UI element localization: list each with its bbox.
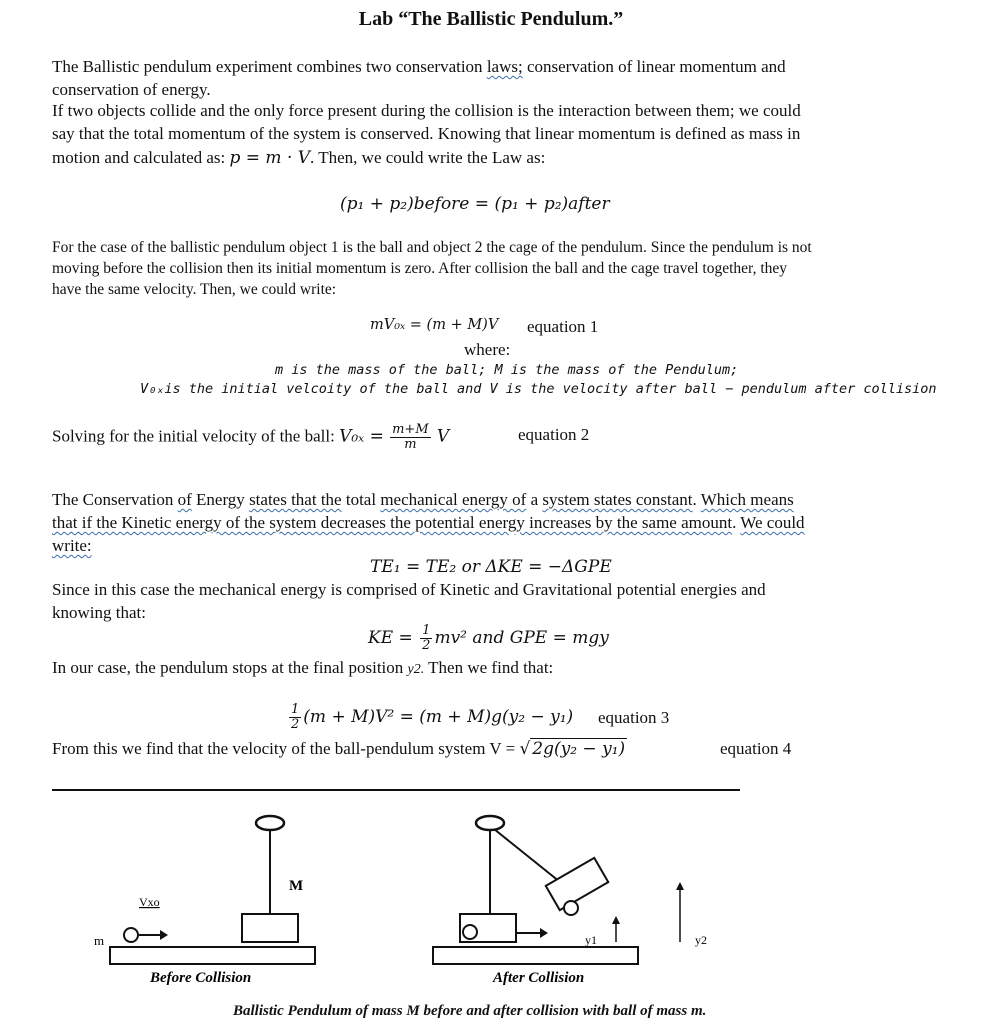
equation-4-label: equation 4 (720, 739, 792, 758)
before-pivot (256, 816, 284, 830)
y2-label: y2 (695, 933, 707, 947)
equation-4-root: 2g(y₂ − y₁) (532, 739, 626, 759)
m-label: m (94, 933, 105, 948)
since-line-2: knowing that: (52, 603, 146, 622)
definition-line-1: m is the mass of the ball; M is the mass of the Pendulum; (275, 362, 739, 378)
where-label: where: (464, 340, 511, 359)
vxo-label: Vxo (139, 895, 160, 909)
equation-2-fraction: $\frac{m+M}{m}$ (392, 422, 429, 452)
after-swung-ball (564, 901, 578, 915)
ballistic-line-3: have the same velocity. Then, we could write: (52, 281, 337, 298)
energy-line-3: write: (52, 536, 92, 555)
velocity-arrowhead (160, 930, 168, 940)
intro-line-5: motion and calculated as: p = m · V. Then, we could write the Law as: (52, 148, 546, 168)
momentum-definition: p = m · V (229, 148, 311, 168)
page-title: Lab “The Ballistic Pendulum.” (358, 8, 624, 30)
after-rest-ball (463, 925, 477, 939)
after-swung-cage (546, 858, 608, 910)
before-cage (242, 914, 298, 942)
intro-line-1: The Ballistic pendulum experiment combines two conservation laws; conservation of linear momentum and (52, 57, 786, 76)
after-base (433, 947, 638, 964)
equation-1-label: equation 1 (527, 317, 599, 336)
equation-4-line: From this we find that the velocity of the ball-pendulum system V = √ 2g(y₂ − y₁) (52, 739, 626, 759)
equation-3-half: $\frac{1}{2}$ (291, 702, 300, 732)
ke-gpe-formula: KE = $\frac{1}{2}$ mv² and GPE = mgy (368, 623, 609, 653)
ball (124, 928, 138, 942)
y2-arrowhead (676, 882, 684, 890)
after-swung-rod (494, 829, 560, 882)
figure-caption: Ballistic Pendulum of mass M before and after collision with ball of mass m. (233, 1003, 707, 1019)
equation-2-line: Solving for the initial velocity of the ball: V₀ₓ = $\frac{m+M}{m}$ V (52, 422, 450, 452)
section-divider (52, 789, 740, 791)
energy-line-2: that if the Kinetic energy of the system decreases the potential energy increases by the same amount. We could (52, 513, 805, 532)
after-pivot (476, 816, 504, 830)
intro-line-4: say that the total momentum of the system is conserved. Knowing that linear momentum is defined as mass in (52, 124, 801, 143)
ballistic-pendulum-diagram (0, 800, 982, 1000)
equation-3-label: equation 3 (598, 708, 670, 727)
momentum-law: (p₁ + p₂)before = (p₁ + p₂)after (340, 194, 610, 214)
equation-1-formula: mV₀ₓ = (m + M)V (370, 317, 499, 333)
before-collision-figure (94, 816, 315, 964)
before-base (110, 947, 315, 964)
intro-line-3: If two objects collide and the only force present during the collision is the interaction between them; we could (52, 101, 801, 120)
definition-line-2: V₀ₓis the initial velcoity of the ball and V is the velocity after ball − pendulum after collision (140, 381, 937, 397)
after-collision-caption: After Collision (493, 970, 585, 986)
intro-line-2: conservation of energy. (52, 80, 211, 99)
since-line-1: Since in this case the mechanical energy is comprised of Kinetic and Gravitational potential energies and (52, 580, 766, 599)
energy-line-1: The Conservation of Energy states that the total mechanical energy of a system states constant. Which means (52, 490, 794, 509)
final-position-line: In our case, the pendulum stops at the final position y2. Then we find that: (52, 658, 554, 677)
equation-3-formula: $\frac{1}{2}$ (m + M)V² = (m + M)g(y₂ − y₁) (291, 702, 574, 732)
ballistic-line-1: For the case of the ballistic pendulum object 1 is the ball and object 2 the cage of the pendulum. Since the pendulum is not (52, 239, 812, 256)
M-label: M (289, 878, 304, 894)
after-motion-arrowhead (540, 928, 548, 938)
laws-word: laws; (486, 57, 523, 76)
after-collision-figure (433, 816, 707, 964)
y1-label: y1 (585, 933, 597, 947)
before-collision-caption: Before Collision (150, 970, 252, 986)
y1-arrowhead (612, 916, 620, 924)
energy-conservation-formula: TE₁ = TE₂ or ΔKE = −ΔGPE (370, 557, 612, 577)
half-fraction: $\frac{1}{2}$ (422, 623, 431, 653)
ballistic-line-2: moving before the collision then its initial momentum is zero. After collision the ball and the cage travel together, they (52, 260, 788, 277)
equation-2-label: equation 2 (518, 425, 590, 444)
